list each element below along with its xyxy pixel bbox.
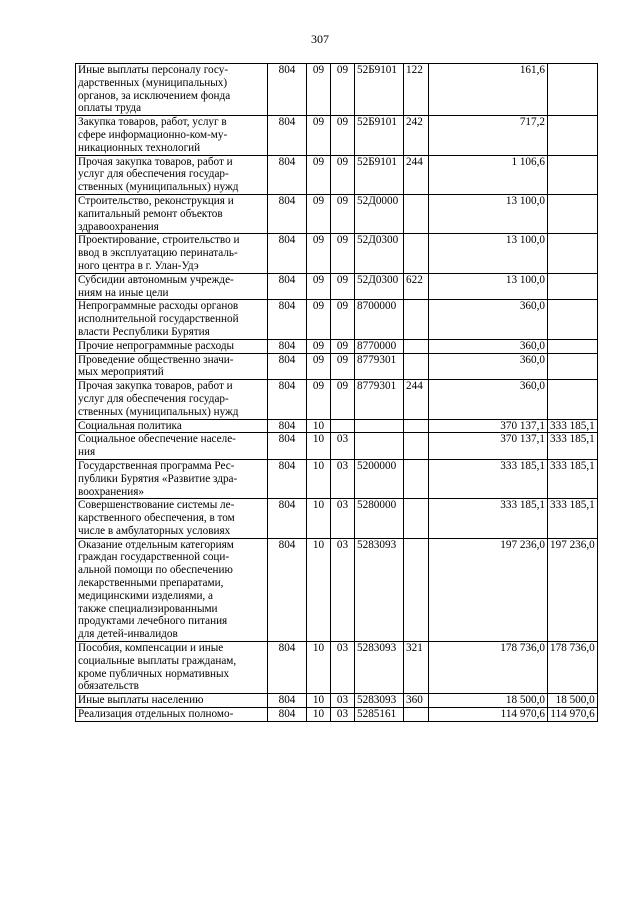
cell-section: 09 [307,194,331,233]
cell-subsection: 03 [331,642,355,694]
cell-name-line: ниям на иные цели [78,286,169,299]
cell-amount: 178 736,0 [429,642,548,694]
cell-target-article: 8779301 [355,353,404,380]
cell-name-line: оплаты труда [78,102,142,115]
cell-amount: 197 236,0 [429,538,548,641]
cell-subsection: 09 [331,64,355,116]
cell-name [76,694,268,708]
cell-subsection: 03 [331,459,355,498]
cell-name-line: власти Республики Бурятия [78,325,210,338]
cell-name-line: Прочая закупка товаров, работ и [78,155,233,168]
cell-expense-type [404,339,429,353]
cell-amount: 370 137,1 [429,419,548,433]
cell-ved-code: 804 [268,234,307,273]
cell-section: 10 [307,708,331,722]
cell-name-line: Непрограммные расходы органов [78,300,239,313]
cell-name-line: ния [78,446,96,459]
cell-section: 09 [307,234,331,273]
cell-name-line: услуг для обеспечения государ- [78,168,229,181]
cell-name-line: лекарственными препаратами, [78,577,224,590]
cell-subsection: 03 [331,433,355,460]
cell-name-line: Прочая закупка товаров, работ и [78,380,233,393]
cell-name-line: Совершенствование системы ле- [78,499,235,512]
cell-section: 09 [307,300,331,339]
cell-amount: 333 185,1 [429,499,548,538]
cell-target-article: 52Б9101 [355,155,404,194]
cell-section: 09 [307,380,331,419]
cell-name [76,708,268,722]
cell-target-article: 5280000 [355,499,404,538]
cell-ved-code: 804 [268,642,307,694]
cell-name-line: ного центра в г. Улан-Удэ [78,259,199,272]
cell-section: 10 [307,433,331,460]
cell-subvention-amount [548,380,598,419]
cell-subsection: 09 [331,155,355,194]
cell-expense-type [404,300,429,339]
cell-name-line: публики Бурятия «Развитие здра- [78,472,238,485]
cell-ved-code: 804 [268,116,307,155]
cell-name [76,194,268,233]
cell-amount: 114 970,6 [429,708,548,722]
cell-name [76,116,268,155]
cell-expense-type: 622 [404,273,429,300]
cell-target-article: 52Б9101 [355,64,404,116]
cell-expense-type [404,419,429,433]
cell-name-line: медицинскими изделиями, а [78,589,213,602]
cell-section: 10 [307,694,331,708]
cell-name-line: никационных технологий [78,141,201,154]
cell-expense-type: 122 [404,64,429,116]
cell-name-line: обязательств [78,680,139,693]
cell-name-line: Социальное обеспечение населе- [78,433,236,446]
cell-name-line: карственного обеспечения, в том [78,512,235,525]
table-row [76,194,598,233]
table-row [76,273,598,300]
cell-name-line: числе в амбулаторных условиях [78,524,231,537]
cell-target-article: 8779301 [355,380,404,419]
cell-amount: 18 500,0 [429,694,548,708]
cell-subsection: 03 [331,694,355,708]
cell-expense-type [404,538,429,641]
table-row [76,433,598,460]
cell-name-line: услуг для обеспечения государ- [78,392,229,405]
cell-expense-type [404,194,429,233]
cell-subvention-amount: 178 736,0 [548,642,598,694]
cell-name [76,300,268,339]
cell-subsection: 09 [331,380,355,419]
cell-subvention-amount: 333 185,1 [548,499,598,538]
table-row [76,419,598,433]
table-row [76,339,598,353]
table-row [76,642,598,694]
cell-section: 10 [307,642,331,694]
cell-ved-code: 804 [268,538,307,641]
cell-section: 09 [307,273,331,300]
cell-name-line: ственных (муниципальных) нужд [78,405,239,418]
cell-subvention-amount [548,234,598,273]
cell-name-line: органов, за исключением фонда [78,89,231,102]
cell-name-line: Иные выплаты персоналу госу- [78,64,229,76]
cell-section: 09 [307,339,331,353]
cell-target-article [355,433,404,460]
cell-subvention-amount: 18 500,0 [548,694,598,708]
cell-subsection: 09 [331,300,355,339]
cell-name-line: ственных (муниципальных) нужд [78,181,239,194]
cell-subsection: 09 [331,194,355,233]
cell-name-line: Реализация отдельных полномо- [78,708,234,721]
cell-expense-type [404,708,429,722]
cell-name-line: здравоохранения [78,220,159,233]
cell-expense-type: 244 [404,380,429,419]
cell-amount: 360,0 [429,300,548,339]
cell-expense-type [404,433,429,460]
cell-name-line: ввод в эксплуатацию перинаталь- [78,247,238,260]
budget-table [75,63,598,722]
cell-name [76,419,268,433]
cell-name [76,538,268,641]
cell-name-line: продуктами лечебного питания [78,615,228,628]
cell-name [76,64,268,116]
cell-name-line: Пособия, компенсации и иные [78,642,224,655]
cell-section: 09 [307,116,331,155]
table-row [76,234,598,273]
cell-ved-code: 804 [268,499,307,538]
cell-name-line: Оказание отдельным категориям [78,538,234,551]
cell-section: 09 [307,64,331,116]
cell-name-line: альной помощи по обеспечению [78,564,233,577]
cell-expense-type [404,353,429,380]
cell-ved-code: 804 [268,708,307,722]
cell-subvention-amount [548,194,598,233]
cell-ved-code: 804 [268,433,307,460]
cell-amount: 333 185,1 [429,459,548,498]
cell-amount: 370 137,1 [429,433,548,460]
cell-subvention-amount [548,64,598,116]
cell-target-article: 52Д0300 [355,234,404,273]
cell-name-line: граждан государственной соци- [78,551,230,564]
cell-subvention-amount: 333 185,1 [548,433,598,460]
cell-ved-code: 804 [268,273,307,300]
cell-amount: 13 100,0 [429,273,548,300]
cell-ved-code: 804 [268,353,307,380]
cell-name [76,155,268,194]
cell-subsection: 09 [331,339,355,353]
cell-name [76,353,268,380]
cell-name-line: мых мероприятий [78,366,164,379]
cell-subvention-amount [548,339,598,353]
cell-expense-type [404,234,429,273]
cell-target-article: 5283093 [355,538,404,641]
cell-ved-code: 804 [268,694,307,708]
cell-subsection: 09 [331,273,355,300]
cell-name-line: Субсидии автономным учрежде- [78,273,234,286]
cell-subvention-amount [548,353,598,380]
cell-name-line: капитальный ремонт объектов [78,207,223,220]
cell-subsection: 09 [331,353,355,380]
table-row [76,708,598,722]
cell-subvention-amount: 197 236,0 [548,538,598,641]
cell-target-article [355,419,404,433]
cell-name-line: исполнительной государственной [78,313,239,326]
cell-name [76,234,268,273]
cell-subsection [331,419,355,433]
cell-section: 09 [307,155,331,194]
cell-expense-type [404,499,429,538]
cell-name-line: Закупка товаров, работ, услуг в [78,116,227,129]
cell-target-article: 5283093 [355,642,404,694]
cell-name-line: Социальная политика [78,419,182,432]
cell-name-line: Строительство, реконструкция и [78,194,234,207]
table-row [76,116,598,155]
cell-ved-code: 804 [268,194,307,233]
cell-name-line: Государственная программа Рес- [78,459,235,472]
cell-expense-type [404,459,429,498]
cell-ved-code: 804 [268,380,307,419]
cell-name-line: сфере информационно-ком-му- [78,128,228,141]
cell-target-article: 5283093 [355,694,404,708]
table-row [76,380,598,419]
cell-subvention-amount [548,116,598,155]
cell-expense-type: 360 [404,694,429,708]
cell-ved-code: 804 [268,155,307,194]
cell-amount: 360,0 [429,380,548,419]
cell-ved-code: 804 [268,459,307,498]
cell-expense-type: 244 [404,155,429,194]
cell-section: 10 [307,419,331,433]
cell-subvention-amount [548,273,598,300]
cell-subsection: 03 [331,499,355,538]
table-row [76,459,598,498]
cell-target-article: 52Б9101 [355,116,404,155]
cell-name [76,499,268,538]
cell-section: 09 [307,353,331,380]
cell-expense-type: 321 [404,642,429,694]
cell-target-article: 52Д0000 [355,194,404,233]
cell-amount: 13 100,0 [429,234,548,273]
table-row [76,300,598,339]
cell-amount: 161,6 [429,64,548,116]
table-row [76,694,598,708]
cell-name-line: Иные выплаты населению [78,694,204,707]
cell-subsection: 09 [331,116,355,155]
table-row [76,155,598,194]
cell-subvention-amount: 114 970,6 [548,708,598,722]
cell-name-line: Проведение общественно значи- [78,353,234,366]
cell-section: 10 [307,459,331,498]
table-row [76,499,598,538]
cell-name-line: для детей-инвалидов [78,628,178,641]
cell-ved-code: 804 [268,64,307,116]
table-row [76,353,598,380]
cell-ved-code: 804 [268,339,307,353]
cell-name-line: воохранения» [78,485,144,498]
table-body [76,64,598,722]
cell-amount: 1 106,6 [429,155,548,194]
cell-subsection: 03 [331,538,355,641]
cell-name-line: также специализированными [78,602,218,615]
cell-name [76,642,268,694]
cell-subvention-amount: 333 185,1 [548,459,598,498]
cell-subvention-amount: 333 185,1 [548,419,598,433]
table-row [76,64,598,116]
cell-name-line: Прочие непрограммные расходы [78,339,235,352]
cell-name [76,459,268,498]
cell-name [76,273,268,300]
cell-amount: 360,0 [429,339,548,353]
cell-name-line: социальные выплаты гражданам, [78,654,237,667]
cell-name-line: дарственных (муниципальных) [78,76,228,89]
cell-subsection: 09 [331,234,355,273]
cell-target-article: 8700000 [355,300,404,339]
cell-ved-code: 804 [268,419,307,433]
cell-name [76,380,268,419]
cell-subsection: 03 [331,708,355,722]
cell-target-article: 52Д0300 [355,273,404,300]
cell-target-article: 5285161 [355,708,404,722]
cell-target-article: 8770000 [355,339,404,353]
table-row [76,538,598,641]
cell-name [76,339,268,353]
cell-name-line: кроме публичных нормативных [78,667,230,680]
cell-subvention-amount [548,300,598,339]
cell-amount: 13 100,0 [429,194,548,233]
cell-target-article: 5200000 [355,459,404,498]
cell-section: 10 [307,538,331,641]
cell-name-line: Проектирование, строительство и [78,234,240,247]
cell-section: 10 [307,499,331,538]
cell-subvention-amount [548,155,598,194]
cell-ved-code: 804 [268,300,307,339]
cell-expense-type: 242 [404,116,429,155]
cell-name [76,433,268,460]
cell-amount: 717,2 [429,116,548,155]
page-number: 307 [311,32,329,46]
cell-amount: 360,0 [429,353,548,380]
